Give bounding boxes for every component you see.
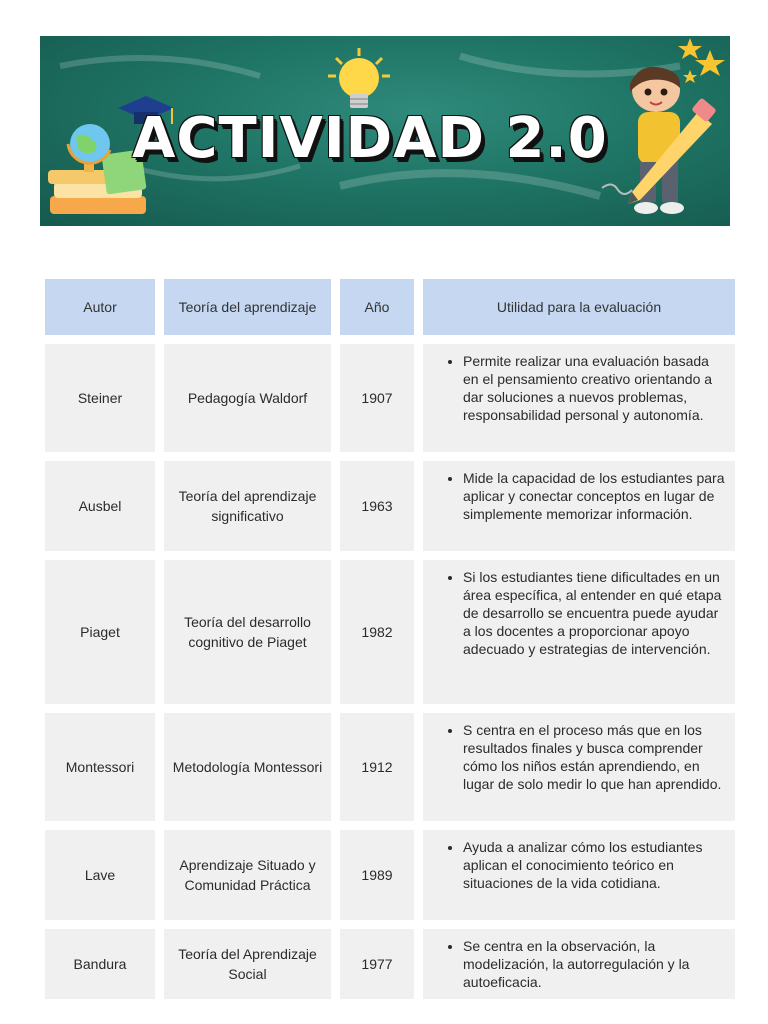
utilidad-item: • Ayuda a analizar cómo los estudiantes aplican el conocimiento teórico en situaciones de la vida cotidiana. xyxy=(463,838,725,892)
utilidad-item: • Permite realizar una evaluación basada en el pensamiento creativo orientando a dar soluciones a nuevos problemas, responsabilidad personal y autonomía. xyxy=(463,352,725,424)
cell-anio: 1912 xyxy=(340,713,414,821)
cell-anio: 1982 xyxy=(340,560,414,704)
table-header-row xyxy=(45,279,735,335)
cell-teoria: Metodología Montessori xyxy=(164,713,331,821)
cell-autor: Bandura xyxy=(45,929,155,999)
utilidad-item: • S centra en el proceso más que en los resultados finales y busca comprender cómo los niños están aprendiendo, en lugar de solo medir lo que han aprendido. xyxy=(463,721,725,793)
header-banner xyxy=(40,36,730,226)
header-utilidad: Utilidad para la evaluación xyxy=(423,279,735,335)
cell-utilidad xyxy=(423,461,735,551)
cell-anio: 1963 xyxy=(340,461,414,551)
table-row xyxy=(45,830,735,920)
cell-utilidad xyxy=(423,830,735,920)
banner-title: ACTIVIDAD 2.0 xyxy=(132,106,608,171)
table-row xyxy=(45,929,735,999)
table-row xyxy=(45,461,735,551)
utilidad-item: • Se centra en la observación, la modelización, la autorregulación y la autoeficacia. xyxy=(463,937,725,991)
table-row xyxy=(45,560,735,704)
header-autor: Autor xyxy=(45,279,155,335)
lightbulb-icon xyxy=(326,46,392,114)
utilidad-item: • Si los estudiantes tiene dificultades en un área específica, al entender en qué etapa de desarrollo se encuentra puede ayudar a los docentes a proporcionar apoyo adecuado y estrategias de intervención. xyxy=(463,568,725,658)
cell-anio: 1907 xyxy=(340,344,414,452)
cell-utilidad xyxy=(423,713,735,821)
cell-teoria: Teoría del aprendizaje significativo xyxy=(164,461,331,551)
cell-teoria: Pedagogía Waldorf xyxy=(164,344,331,452)
cell-teoria: Teoría del Aprendizaje Social xyxy=(164,929,331,999)
cell-autor: Lave xyxy=(45,830,155,920)
cell-anio: 1977 xyxy=(340,929,414,999)
cell-autor: Montessori xyxy=(45,713,155,821)
cell-utilidad xyxy=(423,344,735,452)
cell-teoria: Teoría del desarrollo cognitivo de Piaget xyxy=(164,560,331,704)
cell-utilidad xyxy=(423,929,735,999)
table-row xyxy=(45,713,735,821)
cell-autor: Ausbel xyxy=(45,461,155,551)
cell-utilidad xyxy=(423,560,735,704)
table-row xyxy=(45,344,735,452)
stars-icon xyxy=(676,36,730,92)
header-anio: Año xyxy=(340,279,414,335)
utilidad-item: • Mide la capacidad de los estudiantes para aplicar y conectar conceptos en lugar de simplemente memorizar información. xyxy=(463,469,725,523)
header-teoria: Teoría del aprendizaje xyxy=(164,279,331,335)
theories-table xyxy=(36,270,744,1008)
cell-autor: Steiner xyxy=(45,344,155,452)
cell-autor: Piaget xyxy=(45,560,155,704)
cell-anio: 1989 xyxy=(340,830,414,920)
cell-teoria: Aprendizaje Situado y Comunidad Práctica xyxy=(164,830,331,920)
